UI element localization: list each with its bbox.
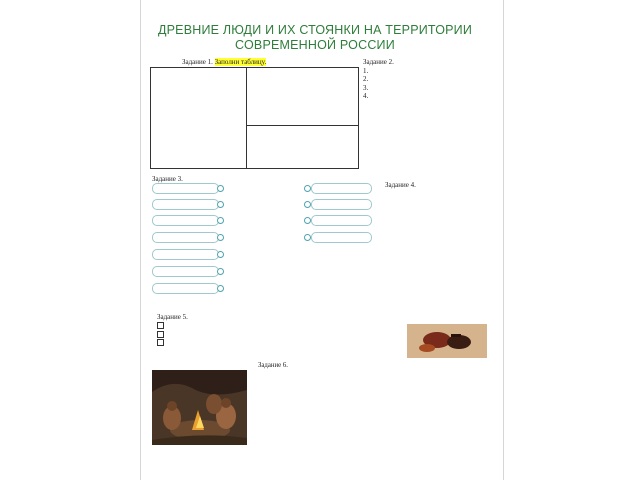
match-left-item[interactable] bbox=[152, 249, 219, 260]
task4-label: Задание 4. bbox=[385, 181, 416, 189]
cave-scene-image bbox=[152, 370, 247, 445]
match-right-item[interactable] bbox=[311, 183, 372, 194]
checkbox[interactable] bbox=[157, 339, 164, 346]
task2-list-item: 1. bbox=[363, 66, 369, 75]
match-left-connector[interactable] bbox=[217, 251, 224, 258]
match-left-connector[interactable] bbox=[217, 285, 224, 292]
match-left-item[interactable] bbox=[152, 215, 219, 226]
match-left-connector[interactable] bbox=[217, 185, 224, 192]
task1-table bbox=[150, 67, 359, 169]
task1-highlight: Заполни таблицу. bbox=[214, 58, 267, 66]
match-right-connector[interactable] bbox=[304, 217, 311, 224]
match-right-item[interactable] bbox=[311, 232, 372, 243]
match-left-item[interactable] bbox=[152, 266, 219, 277]
task3-label: Задание 3. bbox=[152, 175, 183, 183]
task5-option[interactable] bbox=[157, 330, 188, 339]
task5-block bbox=[157, 313, 188, 347]
task5-label: Задание 5. bbox=[157, 313, 188, 321]
task6-block bbox=[258, 362, 288, 370]
match-left-connector[interactable] bbox=[217, 234, 224, 241]
task5-option[interactable] bbox=[157, 322, 188, 331]
checkbox[interactable] bbox=[157, 322, 164, 329]
match-right-connector[interactable] bbox=[304, 201, 311, 208]
match-left-item[interactable] bbox=[152, 283, 219, 294]
task2-list-item: 4. bbox=[363, 92, 369, 100]
checkbox[interactable] bbox=[157, 331, 164, 338]
task2-list-item: 3. bbox=[363, 83, 369, 92]
task6-label: Задание 6. bbox=[258, 362, 288, 369]
task4-block bbox=[385, 181, 416, 196]
task1-label: Задание 1. bbox=[182, 58, 213, 66]
table-divider-horizontal bbox=[246, 125, 358, 126]
task2-list-item: 2. bbox=[363, 75, 369, 83]
table-divider-vertical bbox=[246, 68, 247, 168]
match-right-item[interactable] bbox=[311, 215, 372, 226]
match-left-item[interactable] bbox=[152, 183, 219, 194]
page-title bbox=[150, 23, 480, 53]
match-right-connector[interactable] bbox=[304, 185, 311, 192]
title-line-2: СОВРЕМЕННОЙ РОССИИ bbox=[235, 38, 395, 52]
match-right-connector[interactable] bbox=[304, 234, 311, 241]
match-left-connector[interactable] bbox=[217, 217, 224, 224]
task2-label: Задание 2. bbox=[363, 58, 394, 66]
task5-option[interactable] bbox=[157, 339, 188, 348]
task2-block bbox=[363, 58, 394, 101]
match-left-item[interactable] bbox=[152, 232, 219, 243]
match-right-item[interactable] bbox=[311, 199, 372, 210]
cave-painting-image bbox=[407, 324, 487, 358]
match-left-item[interactable] bbox=[152, 199, 219, 210]
match-left-connector[interactable] bbox=[217, 201, 224, 208]
title-line-1: ДРЕВНИЕ ЛЮДИ И ИХ СТОЯНКИ НА ТЕРРИТОРИИ bbox=[157, 23, 473, 37]
match-left-connector[interactable] bbox=[217, 268, 224, 275]
task1-heading bbox=[182, 58, 266, 67]
